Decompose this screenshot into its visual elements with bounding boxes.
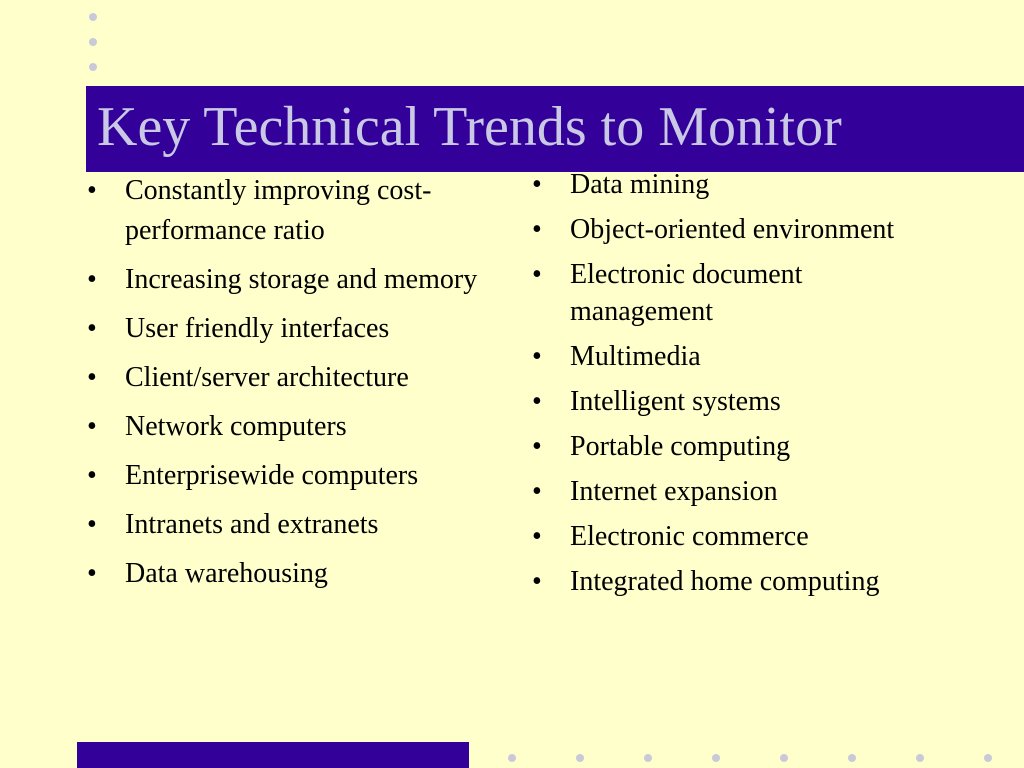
list-item: • Internet expansion	[532, 473, 932, 510]
list-item: • Electronic document management	[532, 256, 932, 330]
list-item: • Multimedia	[532, 338, 932, 375]
list-item: • Client/server architecture	[87, 358, 507, 398]
decor-dot	[780, 754, 788, 762]
decor-dot	[712, 754, 720, 762]
slide-title: Key Technical Trends to Monitor	[97, 96, 842, 158]
list-item: • Integrated home computing	[532, 563, 932, 600]
decor-dot	[848, 754, 856, 762]
list-item: • Electronic commerce	[532, 518, 932, 555]
list-item: • Data warehousing	[87, 554, 507, 594]
list-item: • Network computers	[87, 407, 507, 447]
list-item: • Portable computing	[532, 428, 932, 465]
list-item: • Data mining	[532, 166, 932, 203]
list-item: • Increasing storage and memory	[87, 260, 507, 300]
list-item: • Intelligent systems	[532, 383, 932, 420]
decor-dot	[984, 754, 992, 762]
decor-dot	[916, 754, 924, 762]
decor-dot	[508, 754, 516, 762]
decor-dot	[89, 13, 97, 21]
decor-dot	[89, 63, 97, 71]
list-item: • Enterprisewide computers	[87, 456, 507, 496]
list-item: • Intranets and extranets	[87, 505, 507, 545]
decor-dot	[576, 754, 584, 762]
footer-bar	[77, 742, 469, 768]
decor-dot	[89, 38, 97, 46]
decor-dot	[644, 754, 652, 762]
list-item: • Constantly improving cost-performance ratio	[87, 171, 507, 251]
list-item: • Object-oriented environment	[532, 211, 932, 248]
list-item: • User friendly interfaces	[87, 309, 507, 349]
right-bullet-list	[532, 166, 932, 608]
left-bullet-list	[87, 171, 507, 603]
